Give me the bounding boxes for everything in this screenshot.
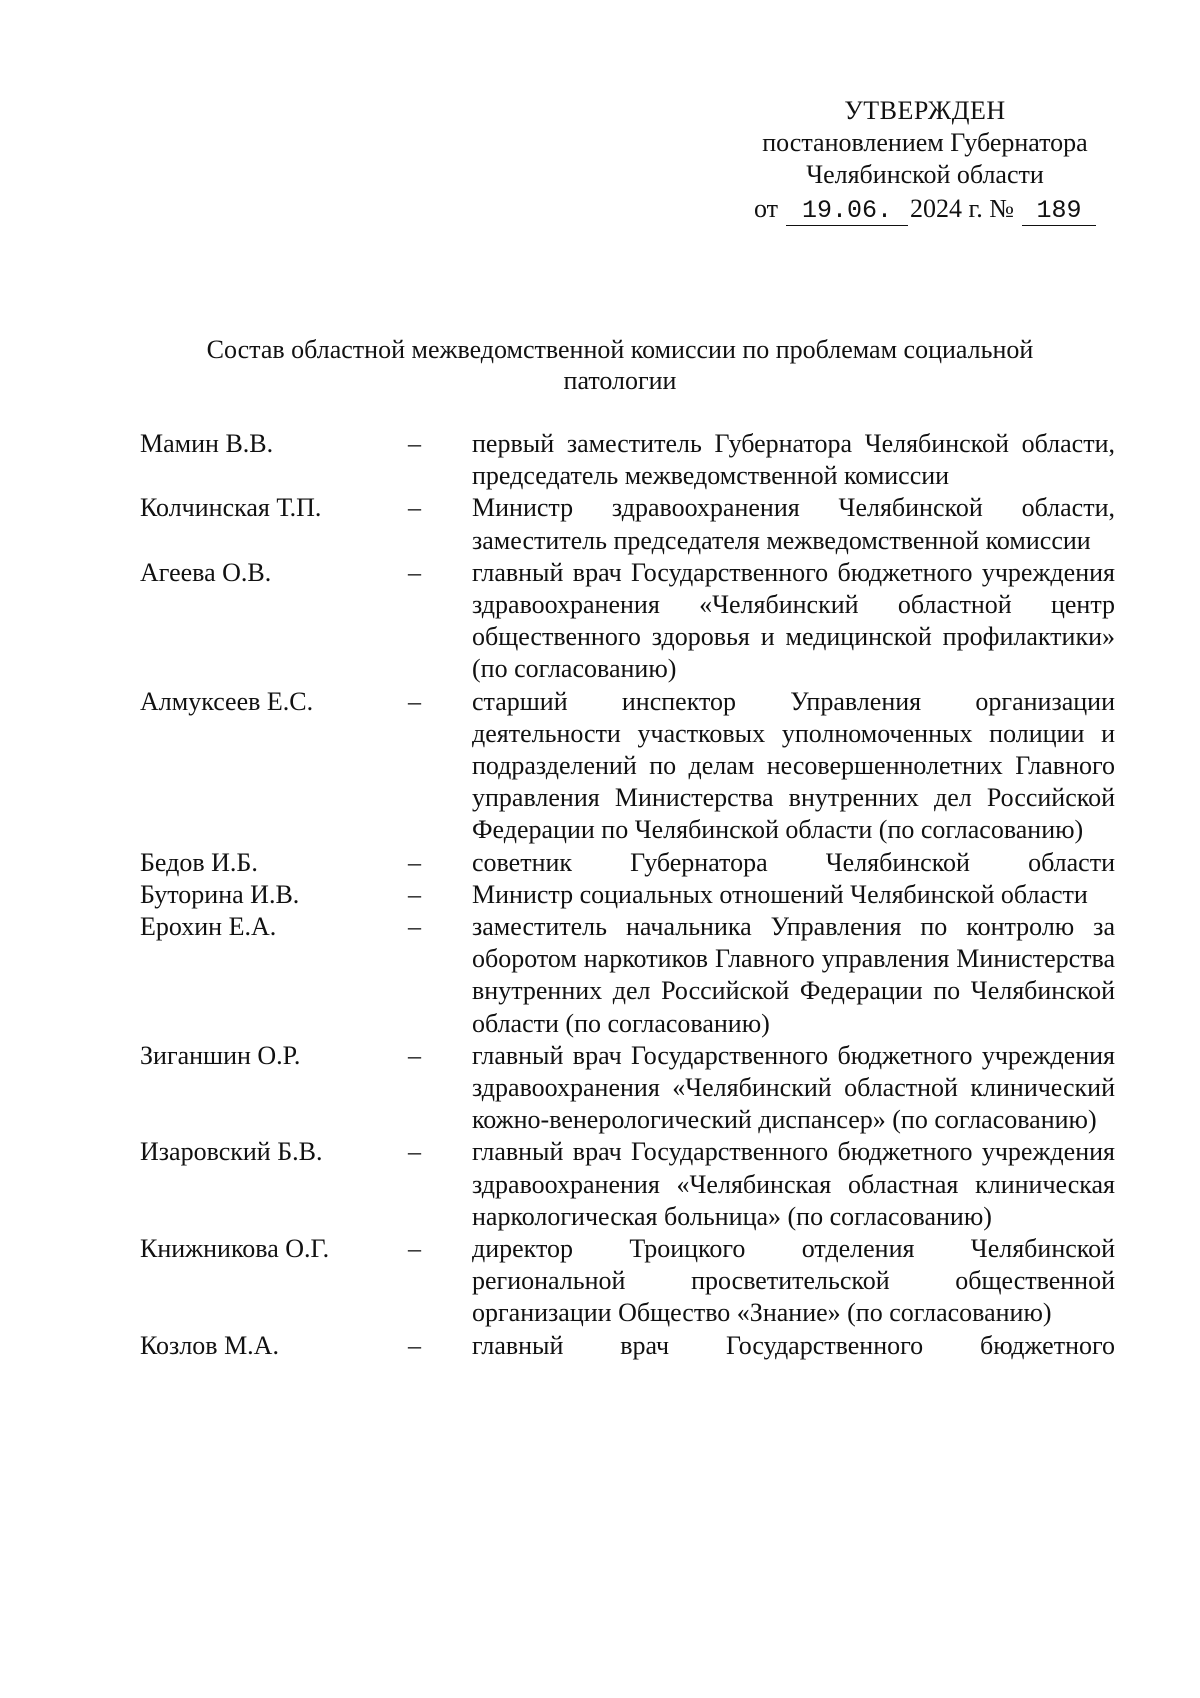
- approval-number-field: 189: [1022, 197, 1096, 226]
- approval-line-2: Челябинской области: [806, 160, 1044, 189]
- approval-stamp: [730, 95, 1120, 226]
- member-name: Зиганшин О.Р.: [140, 1040, 301, 1070]
- member-dash: –: [408, 686, 421, 716]
- member-role: Министр здравоохранения Челябинской области, заместитель председателя межведомственной комиссии: [472, 493, 1115, 555]
- member-dash: –: [408, 1040, 421, 1070]
- member-row: [140, 492, 1115, 556]
- member-row: [140, 686, 1115, 847]
- member-row: [140, 1136, 1115, 1233]
- member-dash: –: [408, 429, 421, 458]
- member-dash: –: [408, 879, 421, 909]
- member-dash: –: [408, 847, 421, 877]
- member-dash: –: [408, 1330, 421, 1360]
- member-row: [140, 879, 1115, 911]
- members-list: [140, 428, 1115, 1362]
- member-role: главный врач Государственного бюджетного учреждения здравоохранения «Челябинская областная клиническая наркологическая больница» (по согласованию): [472, 1137, 1115, 1231]
- member-name: Агеева О.В.: [140, 557, 272, 587]
- member-name: Козлов М.А.: [140, 1330, 279, 1360]
- member-dash: –: [408, 912, 421, 942]
- approval-title: УТВЕРЖДЕН: [844, 96, 1006, 125]
- member-name: Книжникова О.Г.: [140, 1234, 330, 1264]
- approval-date-line: [730, 193, 1120, 226]
- approval-date-field: 19.06.: [786, 197, 908, 226]
- member-role: советник Губернатора Челябинской области: [472, 847, 1115, 877]
- member-name: Буторина И.В.: [140, 879, 300, 909]
- member-role: главный врач Государственного бюджетного учреждения здравоохранения «Челябинский областной центр общественного здоровья и медицинской профилактики» (по согласованию): [472, 557, 1115, 684]
- approval-line-1: постановлением Губернатора: [762, 128, 1088, 157]
- member-name: Алмуксеев Е.С.: [140, 686, 314, 716]
- member-role: директор Троицкого отделения Челябинской региональной просветительской общественной организации Общество «Знание» (по согласованию): [472, 1234, 1115, 1328]
- member-role: Министр социальных отношений Челябинской области: [472, 879, 1088, 909]
- member-dash: –: [408, 493, 421, 523]
- member-role: главный врач Государственного бюджетного учреждения здравоохранения «Челябинский областной клинический кожно-венерологический диспансер» (по согласованию): [472, 1040, 1115, 1135]
- member-row: [140, 1040, 1115, 1137]
- member-role: главный врач Государственного бюджетного: [472, 1330, 1115, 1360]
- member-row: [140, 557, 1115, 686]
- member-name: Изаровский Б.В.: [140, 1137, 323, 1167]
- approval-year-label: 2024 г. №: [909, 194, 1015, 223]
- member-row: [140, 1330, 1115, 1362]
- member-row: [140, 428, 1115, 492]
- member-dash: –: [408, 1234, 421, 1264]
- member-dash: –: [408, 557, 421, 587]
- member-name: Мамин В.В.: [140, 429, 274, 458]
- member-role: первый заместитель Губернатора Челябинской области, председатель межведомственной комиссии: [472, 429, 1115, 491]
- member-name: Ерохин Е.А.: [140, 912, 277, 942]
- member-name: Колчинская Т.П.: [140, 493, 322, 523]
- member-role: заместитель начальника Управления по контролю за оборотом наркотиков Главного управления Министерства внутренних дел Российской Федерации по Челябинской области (по согласованию): [472, 912, 1115, 1038]
- member-row: [140, 1233, 1115, 1330]
- document-title: Состав областной межведомственной комиссии по проблемам социальной патологии: [206, 335, 1034, 395]
- member-name: Бедов И.Б.: [140, 847, 258, 877]
- member-row: [140, 911, 1115, 1040]
- approval-from-label: от: [753, 194, 778, 223]
- member-role: старший инспектор Управления организации деятельности участковых уполномоченных полиции и подразделений по делам несовершеннолетних Главного управления Министерства внутренних дел Российской Федерации по Челябинской области (по согласованию): [472, 686, 1115, 845]
- member-dash: –: [408, 1137, 421, 1167]
- member-row: [140, 847, 1115, 879]
